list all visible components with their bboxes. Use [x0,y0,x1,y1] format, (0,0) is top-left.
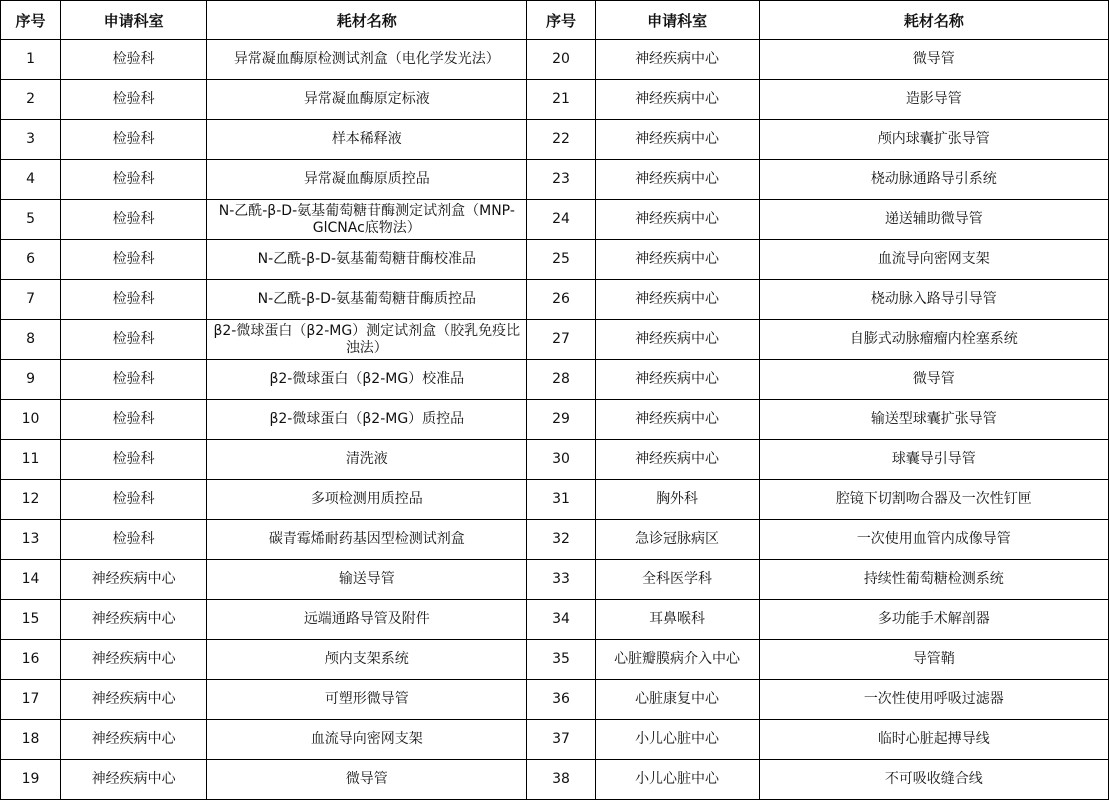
cell-department: 全科医学科 [595,560,759,600]
cell-serial-number: 16 [1,640,61,680]
cell-consumable-name: 微导管 [207,760,527,800]
table-row [1,80,1109,120]
cell-consumable-name: 异常凝血酶原质控品 [207,160,527,200]
cell-department: 神经疾病中心 [61,640,207,680]
cell-consumable-name: 微导管 [759,360,1108,400]
cell-serial-number: 11 [1,440,61,480]
table-row [1,520,1109,560]
cell-department: 神经疾病中心 [595,240,759,280]
cell-consumable-name: 不可吸收缝合线 [759,760,1108,800]
cell-serial-number: 1 [1,40,61,80]
cell-serial-number: 13 [1,520,61,560]
cell-department: 检验科 [61,360,207,400]
cell-serial-number: 12 [1,480,61,520]
cell-department: 神经疾病中心 [595,160,759,200]
header-consumable-name: 耗材名称 [207,1,527,40]
cell-serial-number: 29 [527,400,595,440]
table-row [1,40,1109,80]
cell-consumable-name: 多功能手术解剖器 [759,600,1108,640]
cell-department: 检验科 [61,520,207,560]
cell-serial-number: 34 [527,600,595,640]
cell-serial-number: 22 [527,120,595,160]
cell-serial-number: 6 [1,240,61,280]
cell-department: 小儿心脏中心 [595,760,759,800]
cell-department: 神经疾病中心 [595,280,759,320]
cell-serial-number: 30 [527,440,595,480]
cell-serial-number: 8 [1,320,61,360]
cell-department: 检验科 [61,480,207,520]
cell-consumable-name: N-乙酰-β-D-氨基葡萄糖苷酶质控品 [207,280,527,320]
cell-consumable-name: 颅内球囊扩张导管 [759,120,1108,160]
cell-consumable-name: 桡动脉入路导引导管 [759,280,1108,320]
table-row [1,640,1109,680]
table-row [1,200,1109,240]
cell-consumable-name: 持续性葡萄糖检测系统 [759,560,1108,600]
cell-serial-number: 28 [527,360,595,400]
table-row [1,160,1109,200]
cell-department: 神经疾病中心 [61,760,207,800]
cell-department: 神经疾病中心 [595,320,759,360]
cell-consumable-name: N-乙酰-β-D-氨基葡萄糖苷酶测定试剂盒（MNP-GlCNAc底物法） [207,200,527,240]
cell-serial-number: 4 [1,160,61,200]
table-row [1,120,1109,160]
cell-consumable-name: 异常凝血酶原定标液 [207,80,527,120]
cell-department: 神经疾病中心 [61,720,207,760]
cell-serial-number: 10 [1,400,61,440]
cell-consumable-name: 碳青霉烯耐药基因型检测试剂盒 [207,520,527,560]
cell-consumable-name: N-乙酰-β-D-氨基葡萄糖苷酶校准品 [207,240,527,280]
table-row [1,400,1109,440]
cell-consumable-name: 异常凝血酶原检测试剂盒（电化学发光法） [207,40,527,80]
cell-consumable-name: β2-微球蛋白（β2-MG）测定试剂盒（胶乳免疫比浊法） [207,320,527,360]
cell-consumable-name: 输送型球囊扩张导管 [759,400,1108,440]
table-body [1,40,1109,800]
cell-serial-number: 32 [527,520,595,560]
cell-consumable-name: β2-微球蛋白（β2-MG）校准品 [207,360,527,400]
cell-consumable-name: 一次性使用呼吸过滤器 [759,680,1108,720]
cell-consumable-name: 临时心脏起搏导线 [759,720,1108,760]
cell-department: 胸外科 [595,480,759,520]
cell-serial-number: 19 [1,760,61,800]
header-department-2: 申请科室 [595,1,759,40]
cell-department: 心脏康复中心 [595,680,759,720]
cell-department: 检验科 [61,240,207,280]
cell-department: 神经疾病中心 [595,40,759,80]
cell-consumable-name: 桡动脉通路导引系统 [759,160,1108,200]
cell-serial-number: 14 [1,560,61,600]
cell-serial-number: 25 [527,240,595,280]
cell-consumable-name: 造影导管 [759,80,1108,120]
cell-serial-number: 37 [527,720,595,760]
cell-department: 神经疾病中心 [595,440,759,480]
cell-department: 神经疾病中心 [595,360,759,400]
cell-department: 急诊冠脉病区 [595,520,759,560]
table-row [1,440,1109,480]
cell-department: 检验科 [61,160,207,200]
cell-serial-number: 33 [527,560,595,600]
cell-serial-number: 2 [1,80,61,120]
cell-department: 心脏瓣膜病介入中心 [595,640,759,680]
cell-department: 检验科 [61,440,207,480]
header-serial-number: 序号 [1,1,61,40]
table-row [1,280,1109,320]
cell-consumable-name: 递送辅助微导管 [759,200,1108,240]
table-row [1,680,1109,720]
cell-consumable-name: 多项检测用质控品 [207,480,527,520]
table-row [1,320,1109,360]
cell-serial-number: 24 [527,200,595,240]
table-row [1,600,1109,640]
cell-serial-number: 3 [1,120,61,160]
cell-department: 小儿心脏中心 [595,720,759,760]
cell-department: 神经疾病中心 [595,400,759,440]
cell-consumable-name: 输送导管 [207,560,527,600]
cell-serial-number: 35 [527,640,595,680]
table-row [1,720,1109,760]
cell-serial-number: 26 [527,280,595,320]
table-row [1,760,1109,800]
cell-department: 检验科 [61,280,207,320]
cell-serial-number: 21 [527,80,595,120]
header-serial-number-2: 序号 [527,1,595,40]
cell-serial-number: 36 [527,680,595,720]
cell-department: 检验科 [61,200,207,240]
header-department: 申请科室 [61,1,207,40]
cell-consumable-name: 微导管 [759,40,1108,80]
table-row [1,480,1109,520]
cell-consumable-name: 颅内支架系统 [207,640,527,680]
cell-department: 检验科 [61,80,207,120]
cell-serial-number: 5 [1,200,61,240]
table-header-row [1,1,1109,40]
cell-department: 检验科 [61,400,207,440]
cell-department: 神经疾病中心 [595,80,759,120]
cell-consumable-name: 球囊导引导管 [759,440,1108,480]
cell-consumable-name: 可塑形微导管 [207,680,527,720]
cell-serial-number: 23 [527,160,595,200]
cell-consumable-name: 样本稀释液 [207,120,527,160]
cell-department: 检验科 [61,320,207,360]
cell-serial-number: 27 [527,320,595,360]
table-row [1,240,1109,280]
table-row [1,360,1109,400]
cell-consumable-name: 清洗液 [207,440,527,480]
cell-department: 检验科 [61,40,207,80]
cell-serial-number: 31 [527,480,595,520]
cell-serial-number: 17 [1,680,61,720]
cell-serial-number: 38 [527,760,595,800]
cell-consumable-name: 导管鞘 [759,640,1108,680]
cell-consumable-name: 一次使用血管内成像导管 [759,520,1108,560]
cell-consumable-name: 血流导向密网支架 [759,240,1108,280]
cell-department: 检验科 [61,120,207,160]
cell-serial-number: 7 [1,280,61,320]
table-row [1,560,1109,600]
cell-serial-number: 15 [1,600,61,640]
cell-department: 神经疾病中心 [61,600,207,640]
cell-consumable-name: β2-微球蛋白（β2-MG）质控品 [207,400,527,440]
cell-serial-number: 18 [1,720,61,760]
cell-department: 神经疾病中心 [61,560,207,600]
cell-serial-number: 20 [527,40,595,80]
cell-consumable-name: 血流导向密网支架 [207,720,527,760]
cell-department: 神经疾病中心 [595,200,759,240]
cell-department: 神经疾病中心 [595,120,759,160]
cell-consumable-name: 远端通路导管及附件 [207,600,527,640]
cell-department: 耳鼻喉科 [595,600,759,640]
cell-serial-number: 9 [1,360,61,400]
cell-department: 神经疾病中心 [61,680,207,720]
cell-consumable-name: 自膨式动脉瘤瘤内栓塞系统 [759,320,1108,360]
cell-consumable-name: 腔镜下切割吻合器及一次性钉匣 [759,480,1108,520]
header-consumable-name-2: 耗材名称 [759,1,1108,40]
